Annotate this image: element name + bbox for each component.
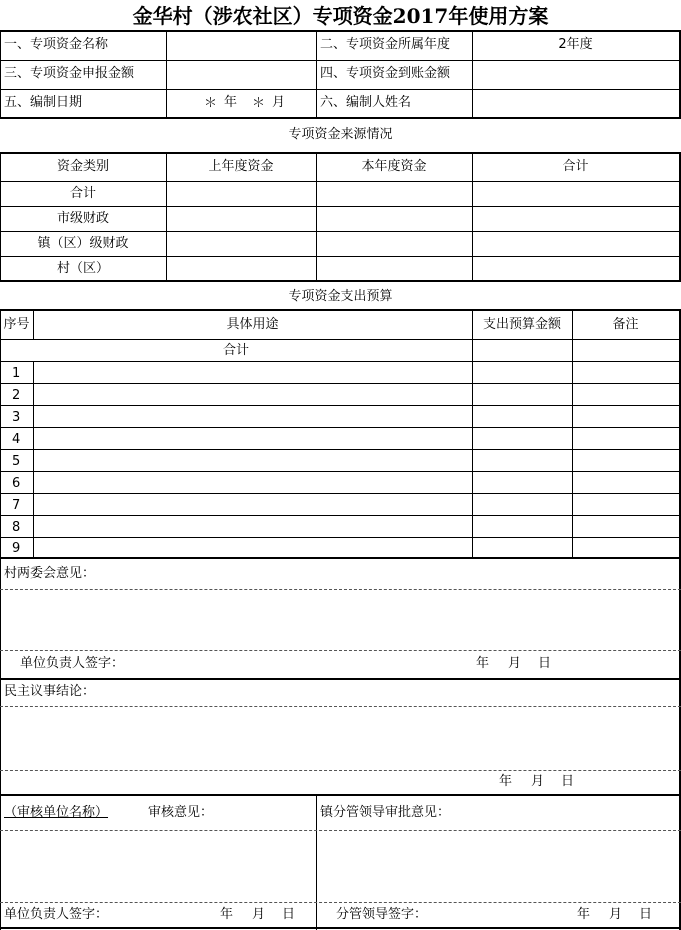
prep-date-month: 月: [272, 95, 286, 110]
prep-date-label: 五、编制日期: [4, 95, 83, 110]
deliberation-date-month: 月: [531, 774, 545, 789]
preparer-label: 六、编制人姓名: [320, 95, 412, 110]
source-row-village: 村（区）: [56, 261, 109, 276]
committee-date-year: 年: [476, 656, 490, 671]
budget-row-number: 3: [12, 410, 21, 425]
budget-row-number: 1: [12, 366, 21, 381]
budget-row-number: 7: [12, 498, 21, 513]
source-row-town: 镇（区）级财政: [37, 236, 129, 251]
fund-name-label: 一、专项资金名称: [4, 37, 109, 52]
approval-date-day: 日: [639, 907, 653, 922]
source-row-total: 合计: [69, 186, 96, 201]
review-signature-label: 单位负责人签字：: [4, 907, 109, 922]
prep-date-year: 年: [224, 95, 238, 110]
budget-row-number: 8: [12, 520, 21, 535]
source-header-category: 资金类别: [56, 159, 109, 174]
review-date-year: 年: [220, 907, 234, 922]
approval-opinion-label: 镇分管领导审批意见：: [320, 805, 451, 820]
source-header-this-year: 本年度资金: [361, 159, 427, 174]
source-row-city: 市级财政: [56, 211, 109, 226]
committee-date-month: 月: [508, 656, 522, 671]
approval-date-year: 年: [577, 907, 591, 922]
prep-date-star-year: ＊: [204, 96, 218, 111]
deliberation-date-day: 日: [561, 774, 575, 789]
review-opinion-label: 审核意见：: [148, 805, 214, 820]
prep-date-star-month: ＊: [252, 96, 266, 111]
fund-year-label: 二、专项资金所属年度: [320, 37, 451, 52]
budget-row-number: 6: [12, 476, 21, 491]
budget-header-remarks: 备注: [612, 317, 639, 332]
received-amount-label: 四、专项资金到账金额: [320, 66, 451, 81]
deliberation-date-year: 年: [499, 774, 513, 789]
apply-amount-label: 三、专项资金申报金额: [4, 66, 135, 81]
review-unit-name: （审核单位名称）: [4, 805, 109, 820]
approval-date-month: 月: [609, 907, 623, 922]
budget-row-number: 5: [12, 454, 21, 469]
budget-section-title: 专项资金支出预算: [288, 289, 393, 304]
fund-year-value: 2年度: [558, 37, 593, 52]
page-title: 金华村（涉农社区）专项资金2017年使用方案: [132, 4, 549, 28]
budget-header-usage: 具体用途: [226, 317, 279, 332]
budget-row-number: 2: [12, 388, 21, 403]
source-header-total: 合计: [562, 159, 589, 174]
budget-total-label: 合计: [222, 343, 249, 358]
review-date-day: 日: [282, 907, 296, 922]
committee-date-day: 日: [538, 656, 552, 671]
approval-signature-label: 分管领导签字：: [336, 907, 428, 922]
review-date-month: 月: [252, 907, 266, 922]
budget-row-number: 9: [12, 541, 21, 556]
source-section-title: 专项资金来源情况: [288, 127, 393, 142]
budget-header-amount: 支出预算金额: [482, 317, 561, 332]
deliberation-label: 民主议事结论：: [4, 684, 96, 699]
source-header-last-year: 上年度资金: [208, 159, 274, 174]
budget-row-number: 4: [12, 432, 21, 447]
budget-header-no: 序号: [3, 317, 30, 332]
committee-opinion-label: 村两委会意见：: [4, 566, 96, 581]
committee-signature-label: 单位负责人签字：: [20, 656, 125, 671]
